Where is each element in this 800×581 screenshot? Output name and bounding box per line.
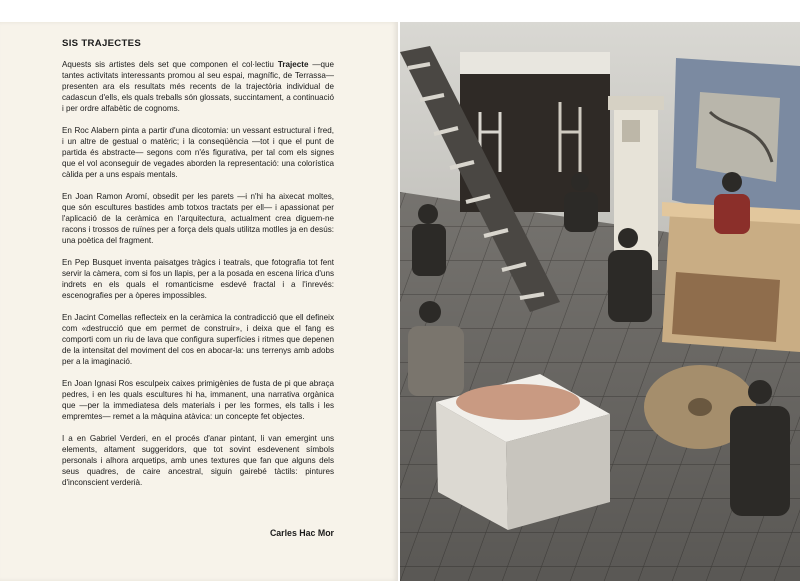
paragraph-comellas: En Jacint Comellas reflecteix en la ceràmica la contradicció que ell defineix com «destrucció que em permet de construir», i deixa que el fang es comporti com un riu de lava que configura superfícies i ritmes que depenen de la intensitat del moviment del cos en abocar-la: uns terrenys amb adobs per a la imaginació.: [62, 312, 334, 367]
text-page: [0, 22, 398, 581]
author-signature: Carles Hac Mor: [269, 528, 334, 538]
collective-name: Trajecte: [277, 60, 309, 70]
intro-paragraph: Aquests sis artistes dels set que componen el col·lectiu Trajecte —que tantes activitats interessants promou al seu espai, magnífic, de Terrassa— presenten ara els resultats més recents de la trajectòria individual de cadascun d'ells, els quals treballs són glossats, succintament, a continuació i per ordre alfabètic de cognoms.: [62, 60, 334, 114]
paragraph-busquet: En Pep Busquet inventa paisatges tràgics i teatrals, que fotografia tot fent servir la càmera, com si fos un llapis, per a la posada en escena lírica d'uns indrets en els quals el romanticisme esdevé fractal i a l'inrevés: escenografies per a òperes impossibles.: [62, 258, 334, 301]
article-body: [62, 38, 334, 499]
page-top-margin: [0, 0, 800, 22]
paragraph-alabern: En Roc Alabern pinta a partir d'una dicotomia: un vessant estructural i fred, i un altre de gestual o matèric; i la conseqüència —tot i que el punt de partida és abstracte— segons com n'és figurativa, per tal com els signes que el vol aconseguir de vegades aborden la representació: una colorística càlida per a uns espais mentals.: [62, 126, 334, 180]
group-photo-illustration: [400, 22, 800, 581]
paragraph-aromi: En Joan Ramon Aromí, obsedit per les parets —i n'hi ha aixecat moltes, que són escultures bastides amb totxos tractats per ell— i apassionat per l'aplicació de la ceràmica en l'arquitectura, actualment crea diguem-ne racons i trossos de ruïnes per a força dels quals utilitza motlles ja en desús: una poètica del fragment.: [62, 192, 334, 246]
ceramic-relief: [456, 384, 580, 420]
paragraph-ros: En Joan Ignasi Ros esculpeix caixes primigènies de fusta de pi que abraça pedres, i en les quals escultures hi ha, immanent, una narrativa orgànica que —per la immediatesa dels materials i per les formes, els talls i les empremtes— remet a la màquina atàvica: un concepte fet objectes.: [62, 378, 334, 422]
studio-photo: [400, 22, 800, 581]
article-title: SIS TRAJECTES: [62, 38, 142, 49]
paragraph-verderi: I a en Gabriel Verderi, en el procés d'anar pintant, li van emergint uns elements, altament suggeridors, que tot sovint esdevenent símbols personals i alhora arquetips, amb unes textures que fan que alguns dels seus quadres, de caire ancestral, siguin gairebé tàctils: pintures d'inconscient verderià.: [62, 433, 334, 488]
